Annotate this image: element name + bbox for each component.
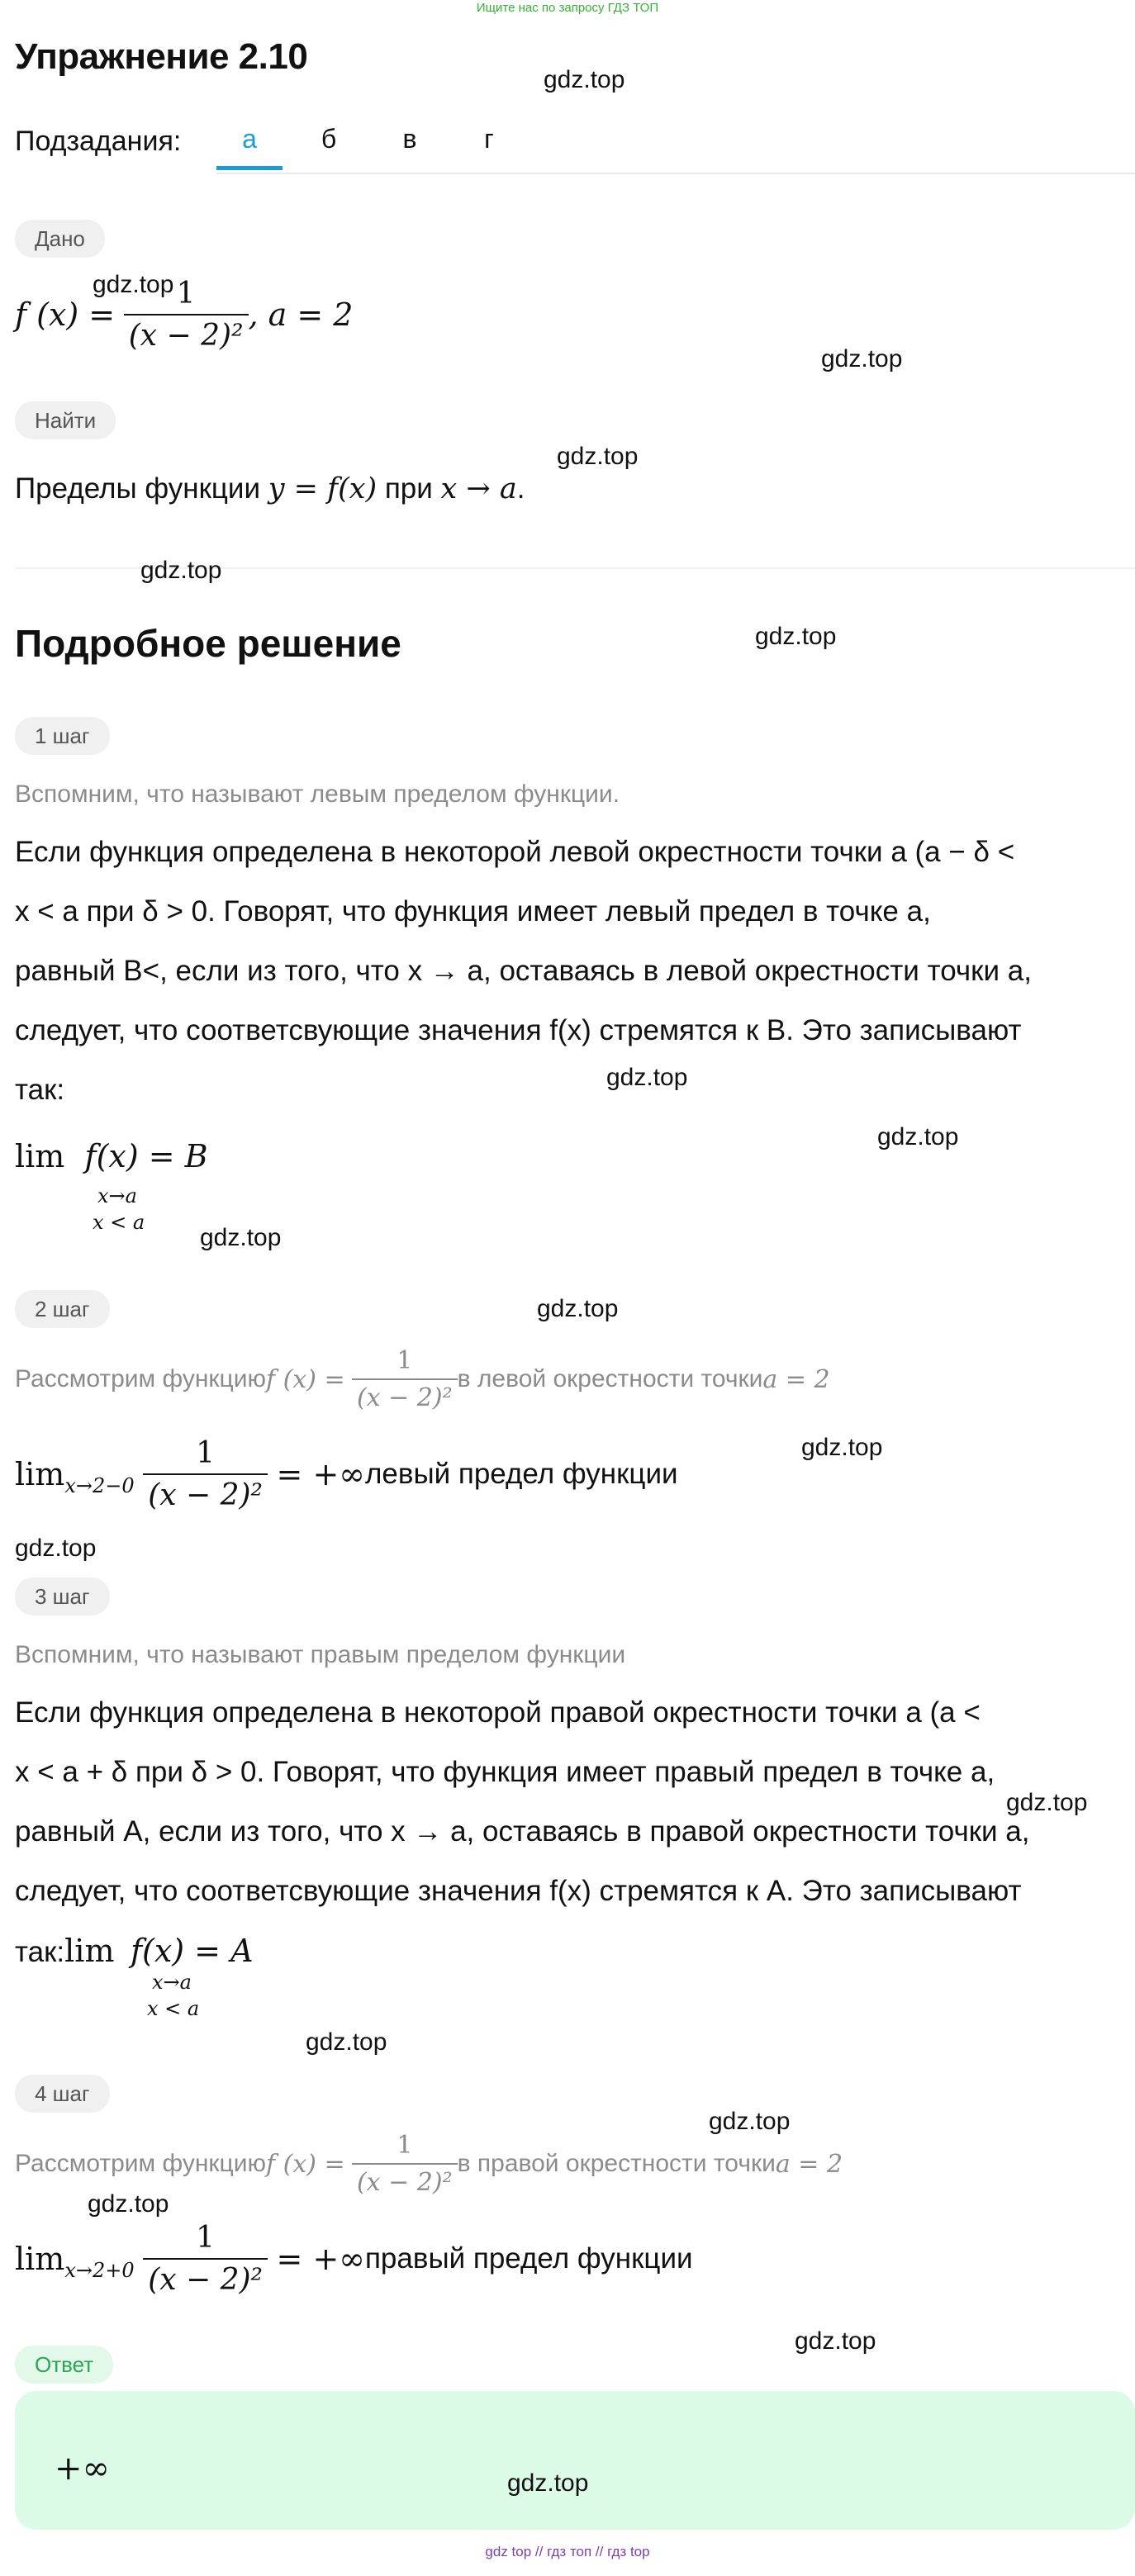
watermark: gdz.top (877, 1123, 959, 1150)
page-title: Упражнение 2.10 (15, 36, 308, 77)
given-formula: f (x) = $\frac{1}{\text{(x − 2)²}}$ , a = 2 (15, 277, 354, 353)
watermark: gdz.top (306, 2028, 387, 2056)
top-ad-link[interactable]: Ищите нас по запросу ГДЗ ТОП (476, 1, 659, 15)
watermark: gdz.top (544, 66, 625, 93)
watermark: gdz.top (93, 271, 174, 298)
step3-line4: следует, что соответсвующие значения f(x) стремятся к A. Это записывают (15, 1875, 1022, 1907)
watermark: gdz.top (507, 2469, 589, 2497)
watermark: gdz.top (200, 1224, 282, 1251)
step3-line3: равный A, если из того, что x → a, оставаясь в правой окрестности точки a, (15, 1815, 1030, 1848)
step1-limit-sub2: x < a (93, 1211, 145, 1234)
step3-chip: 3 шаг (15, 1577, 110, 1615)
watermark: gdz.top (795, 2327, 876, 2355)
tab-v[interactable]: в (402, 124, 417, 154)
step4-hint: Рассмотрим функцию f (x) = $\frac{1}{\text{(x − 2)²}}$ в правой окрестности точки a = 2 (15, 2131, 843, 2197)
answer-chip: Ответ (15, 2346, 113, 2384)
find-text: Пределы функции y = f(x) при x → a. (15, 472, 525, 505)
tab-g[interactable]: г (484, 124, 494, 154)
step1-limit: lim f(x) = B (15, 1138, 208, 1174)
step1-line4: следует, что соответсвующие значения f(x) стремятся к B. Это записывают (15, 1014, 1022, 1046)
bottom-ad-links[interactable]: gdz top // гдз топ // гдз top (485, 2544, 650, 2559)
watermark: gdz.top (88, 2190, 169, 2218)
step3-line5: так:lim f(x) = A (15, 1933, 254, 1969)
solution-title: Подробное решение (15, 622, 401, 665)
step1-line1: Если функция определена в некоторой левой окрестности точки a (a − δ < (15, 836, 1015, 868)
step3-limit-sub1: x→a (152, 1971, 192, 1994)
watermark: gdz.top (821, 345, 903, 372)
watermark: gdz.top (557, 443, 639, 470)
watermark: gdz.top (537, 1295, 619, 1322)
tab-b[interactable]: б (321, 124, 337, 154)
step1-line5: так: (15, 1074, 65, 1106)
step3-limit-sub2: x < a (147, 1997, 200, 2020)
step3-line2: x < a + δ при δ > 0. Говорят, что функция имеет правый предел в точке a, (15, 1756, 995, 1788)
watermark: gdz.top (606, 1064, 688, 1091)
step2-hint: Рассмотрим функцию f (x) = $\frac{1}{\text{(x − 2)²}}$ в левой окрестности точки a = 2 (15, 1346, 830, 1412)
watermark: gdz.top (15, 1535, 97, 1562)
step1-line2: x < a при δ > 0. Говорят, что функция имеет левый предел в точке a, (15, 895, 931, 927)
step4-chip: 4 шаг (15, 2075, 110, 2113)
answer-box (15, 2391, 1135, 2530)
step1-limit-sub1: x→a (97, 1184, 137, 1207)
watermark: gdz.top (140, 557, 222, 584)
watermark: gdz.top (709, 2108, 791, 2135)
step4-formula: lim x→2+0 $\frac{1}{\text{(x − 2)²}}$ = +∞ правый предел функции (15, 2221, 693, 2297)
watermark: gdz.top (801, 1434, 883, 1461)
step1-line3: равный B<, если из того, что x → a, оставаясь в левой окрестности точки a, (15, 955, 1032, 987)
tabs-divider (216, 173, 1135, 174)
watermark: gdz.top (1006, 1789, 1088, 1816)
subtasks-label: Подзадания: (15, 126, 182, 157)
answer-value: +∞ (55, 2450, 110, 2488)
step2-chip: 2 шаг (15, 1290, 110, 1328)
given-chip: Дано (15, 220, 105, 258)
watermark: gdz.top (755, 623, 837, 650)
step3-line1: Если функция определена в некоторой правой окрестности точки a (a < (15, 1696, 981, 1729)
step2-formula: lim x→2−0 $\frac{1}{\text{(x − 2)²}}$ = +∞ левый предел функции (15, 1436, 678, 1512)
step1-chip: 1 шаг (15, 717, 110, 755)
step1-hint: Вспомним, что называют левым пределом функции. (15, 780, 620, 808)
step3-hint: Вспомним, что называют правым пределом функции (15, 1641, 626, 1668)
find-chip: Найти (15, 401, 116, 439)
tab-a[interactable]: а (216, 124, 283, 170)
